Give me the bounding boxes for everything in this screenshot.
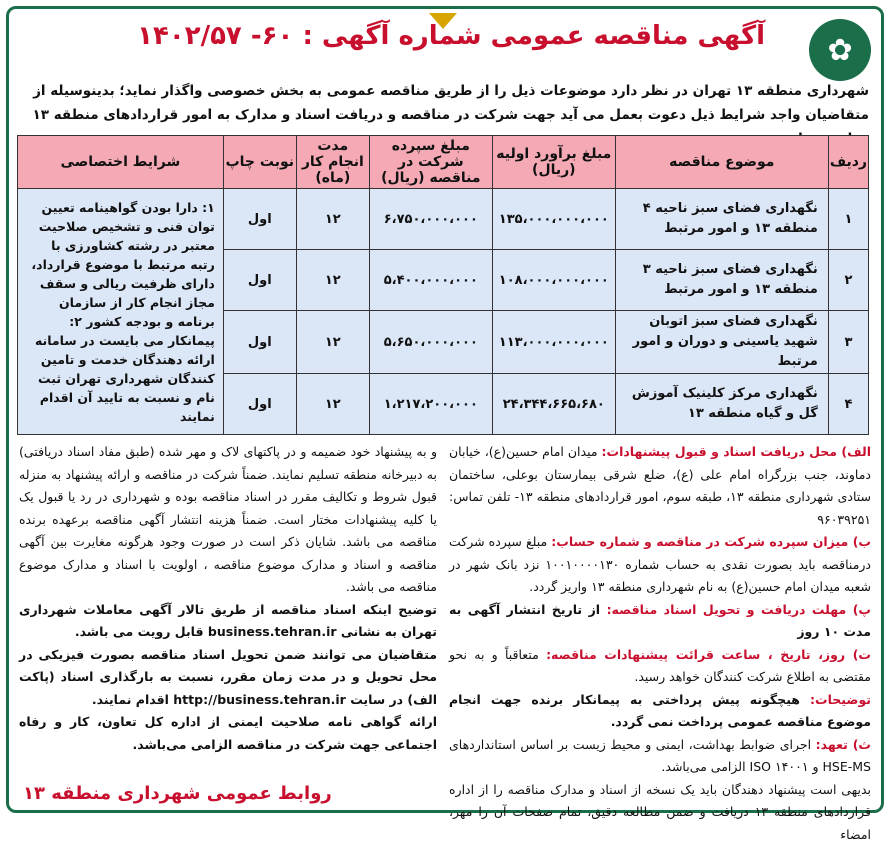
footer-public-relations: روابط عمومی شهرداری منطقه ۱۳: [23, 783, 332, 804]
left-paragraph-4: ارائه گواهی نامه صلاحیت ایمنی از اداره کل تعاون، کار و رفاه اجتماعی جهت شرکت در مناقصه الزامی می‌باشد.: [19, 714, 437, 752]
notes-text: هیچگونه پیش پرداختی به پیمانکار برنده جهت انجام موضوع مناقصه عمومی پرداخت نمی گردد.: [449, 691, 871, 729]
cell-estimate: ۱۱۳،۰۰۰،۰۰۰،۰۰۰: [492, 311, 615, 374]
title-number: شماره آگهی : ۶۰- ۱۴۰۲/۵۷: [137, 21, 482, 51]
cell-topic: نگهداری فضای سبز ناحیه ۴ منطقه ۱۳ و امور مرتبط: [615, 189, 828, 250]
intro-text: در نظر دارد موضوعات ذیل را از طریق مناقصه عمومی به بخش خصوصی واگذار نماید؛ بدینوسیله از متقاضیان واجد شرایط ذیل دعوت بعمل می آید جهت شرکت در مناقصه و دریافت اسناد و مدارک به امور قراردادهای منطقه ۱۳: [32, 83, 869, 123]
col-header-deposit: مبلغ سپرده شرکت در مناقصه (ریال): [369, 136, 492, 189]
section-a-text: میدان امام حسین(ع)، خیابان دماوند، جنب بزرگراه امام علی (ع)، ضلع شرقی بیمارستان بوعلی، ساختمان ستادی شهرداری منطقه ۱۳، طبقه سوم، امور قراردادهای منطقه ۱۳- تلفن تماس: ۹۶۰۳۹۲۵۱: [449, 444, 871, 527]
left-paragraph-1: و به پیشنهاد خود ضمیمه و در پاکتهای لاک و مهر شده (طبق مفاد اسناد دریافتی) به دبیرخانه منطقه تسلیم نمایند. ضمناً شرکت در مناقصه و ارائه پیشنهاد به منزله قبول شروط و تکالیف مقرر در اسناد مناقصه بوده و شهرداری در رد یا قبول یک یا کلیه پیشنهادات مختار است. ضمناً هزینه انتشار آگهی مناقصه برعهده برنده مناقصه می باشد. شایان ذکر است در صورت وجود هرگونه مغایرت بین آگهی مناقصه و اسناد و مدارک موضوع مناقصه ، اولویت با اسناد و مدارک موضوع مناقصه می باشد.: [19, 444, 437, 594]
title-lead: آگهی مناقصه عمومی: [490, 21, 765, 51]
cell-estimate: ۲۴،۳۴۴،۶۶۵،۶۸۰: [492, 374, 615, 435]
section-p-text: از تاریخ انتشار آگهی به مدت ۱۰ روز: [449, 601, 871, 639]
table-header-row: [18, 136, 869, 189]
cell-deposit: ۶،۷۵۰،۰۰۰،۰۰۰: [369, 189, 492, 250]
col-header-topic: موضوع مناقصه: [615, 136, 828, 189]
cell-print: اول: [223, 311, 296, 374]
notes-heading: توضیحات:: [810, 691, 871, 707]
cell-estimate: ۱۳۵،۰۰۰،۰۰۰،۰۰۰: [492, 189, 615, 250]
cell-duration: ۱۲: [296, 374, 369, 435]
section-t-heading: ت) روز، تاریخ ، ساعت قرائت پیشنهادات مناقصه:: [546, 646, 871, 662]
section-t-text: متعاقباً و به نحو مقتضی به اطلاع شرکت کنندگان خواهد رسید.: [449, 646, 871, 684]
section-th-text: اجرای ضوابط بهداشت، ایمنی و محیط زیست بر اساس استانداردهای HSE-MS و ISO ۱۴۰۰۱ الزامی می‌باشد.: [449, 736, 871, 774]
section-a-heading: الف) محل دریافت اسناد و قبول پیشنهادات:: [601, 444, 871, 459]
right-column: [449, 441, 871, 846]
notice-title: [137, 21, 765, 51]
col-header-index: ردیف: [828, 136, 868, 189]
cell-index: ۳: [828, 311, 868, 374]
left-column: [19, 441, 437, 756]
cell-deposit: ۵،۶۵۰،۰۰۰،۰۰۰: [369, 311, 492, 374]
cell-deposit: ۱،۲۱۷،۲۰۰،۰۰۰: [369, 374, 492, 435]
section-b-heading: ب) میزان سپرده شرکت در مناقصه و شماره حساب:: [551, 534, 871, 549]
tehran-municipality-logo-icon: ✿: [809, 19, 871, 81]
col-header-print: نوبت چاپ: [223, 136, 296, 189]
cell-deposit: ۵،۴۰۰،۰۰۰،۰۰۰: [369, 250, 492, 311]
tender-table: [17, 135, 869, 435]
section-th-heading: ث) تعهد:: [815, 736, 871, 752]
left-paragraph-3: متقاضیان می توانند ضمن تحویل اسناد مناقصه بصورت فیزیکی در محل تحویل و در مدت زمان مقرر، نسبت به بارگذاری اسناد (پاکت الف) در سایت http://business.tehran.ir اقدام نمایند.: [19, 646, 437, 707]
cell-print: اول: [223, 374, 296, 435]
intro-org: شهرداری منطقه ۱۳ تهران: [692, 83, 869, 99]
cell-print: اول: [223, 250, 296, 311]
notice-frame: [6, 6, 884, 842]
cell-index: ۴: [828, 374, 868, 435]
cell-duration: ۱۲: [296, 189, 369, 250]
cell-topic: نگهداری فضای سبز ناحیه ۳ منطقه ۱۳ و امور مرتبط: [615, 250, 828, 311]
cell-index: ۱: [828, 189, 868, 250]
col-header-conditions: شرایط اختصاصی: [18, 136, 224, 189]
left-paragraph-2: توضیح اینکه اسناد مناقصه از طریق تالار آگهی معاملات شهرداری تهران به نشانی business.tehran.ir قابل رویت می باشد.: [19, 601, 437, 639]
cell-duration: ۱۲: [296, 311, 369, 374]
cell-topic: نگهداری مرکز کلینیک آموزش گل و گیاه منطقه ۱۳: [615, 374, 828, 435]
cell-duration: ۱۲: [296, 250, 369, 311]
cell-estimate: ۱۰۸،۰۰۰،۰۰۰،۰۰۰: [492, 250, 615, 311]
section-b-text: مبلغ سپرده شرکت درمناقصه باید بصورت نقدی به حساب شماره ۱۰۰۱۰۰۰۰۱۳۰ نزد بانک شهر در شعبه میدان امام حسین(ع) به نام شهرداری منطقه ۱۳ واریز گردد.: [449, 534, 871, 594]
closing-text: بدیهی است پیشنهاد دهندگان باید یک نسخه از اسناد و مدارک مناقصه را از اداره قراردادهای منطقه ۱۳ دریافت و ضمن مطالعه دقیق، تمام صفحات آن را مهر، امضاء: [449, 781, 871, 842]
cell-index: ۲: [828, 250, 868, 311]
col-header-duration: مدت انجام کار (ماه): [296, 136, 369, 189]
table-row: [18, 189, 869, 250]
cell-topic: نگهداری فضای سبز اتوبان شهید یاسینی و دوران و امور مرتبط: [615, 311, 828, 374]
col-header-estimate: مبلغ برآورد اولیه (ریال): [492, 136, 615, 189]
section-p-heading: پ) مهلت دریافت و تحویل اسناد مناقصه:: [606, 601, 871, 617]
cell-print: اول: [223, 189, 296, 250]
cell-conditions: ۱: دارا بودن گواهینامه تعیین توان فنی و تشخیص صلاحیت معتبر در رشته کشاورزی با رتبه مرتبط با موضوع قرارداد، دارای ظرفیت ریالی و سقف مجاز انجام کار از سازمان برنامه و بودجه کشور ۲: پیمانکار می بایست در سامانه ارائه دهندگان خدمت و تامین کنندگان شهرداری تهران ثبت نام و نسبت به تایید آن اقدام نمایند: [18, 189, 224, 435]
